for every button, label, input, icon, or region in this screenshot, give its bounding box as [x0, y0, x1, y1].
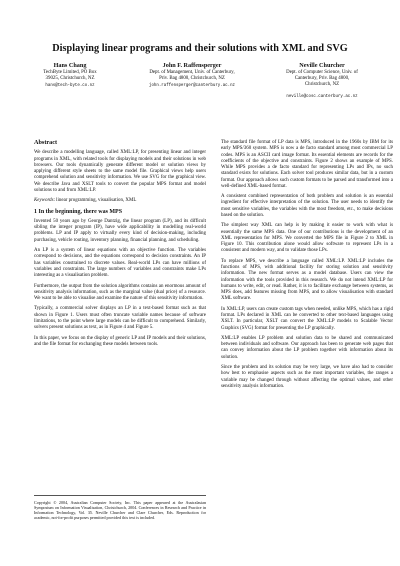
abstract-text: We describe a modelling language, called XML:LP, for presenting linear and integer programs in XML, with related tools for displaying models and their solutions in web browsers. Our tools dynamically generate different model or solution views by applying different style sheets to the same model file. Graphical views help users comprehend solution and sensitivity information. We use SVG for the graphical view. We describe Java and XSLT tools to convert the popular MPS format and model solutions to and from XML:LP.: [34, 150, 206, 193]
author-affiliation: 39025, Christchurch, NZ: [45, 76, 95, 82]
author-email[interactable]: hans@tech-byte.co.nz: [45, 84, 95, 89]
body-paragraph: In XML:LP, users can create custom tags when needed, unlike MPS, which has a rigid format. LPs declared in XML can be converted to other text-based languages using XSLT. In particular, XSLT can convert the XML:LP models to Scalable Vector Graphics (SVG) format for presenting the LP graphically.: [221, 306, 393, 331]
author-name: Neville Churcher: [299, 62, 345, 69]
keywords-label: Keywords: [34, 198, 54, 204]
keywords: [34, 198, 206, 204]
author-affiliation: Dept. of Management, Univ. of Canterbury,: [149, 70, 235, 75]
body-paragraph: XML:LP enables LP problem and solution data to be shared and communicated between individuals and software. Our approach has been to generate web pages that can convey information about the LP problem together with information about its solution.: [221, 335, 393, 360]
body-paragraph: Invented 50 years ago by George Dantzig, the linear program (LP), and its difficult sibling the integer program (IP), have wide applicability in modelling real-world problems. LP and IP apply to virtually every kind of decision-making, including purchasing, vehicle routing, inventory planning, financial planning, and scheduling.: [34, 218, 206, 243]
author-affiliation: TechByte Limited, PO Box: [43, 70, 97, 75]
author-2: [128, 62, 256, 100]
author-name: John F. Raffensperger: [162, 62, 222, 69]
author-email[interactable]: neville@cosc.canterbury.ac.nz: [286, 94, 358, 99]
body-paragraph: Typically, a commercial solver displays an LP in a text-based format such as that shown in Figure 1. Users must often truncate variable names because of software limitations, to the point where large models can be difficult to comprehend. Similarly, solvers present solutions as text, as in Figure 4 and Figure 5.: [34, 306, 206, 331]
author-affiliation: Priv. Bag 4800, Christchurch, NZ: [159, 76, 225, 82]
author-1: [22, 62, 118, 100]
body-paragraph: In this paper, we focus on the display of generic LP and IP models and their solutions, and the file format for exchanging these models between tools.: [34, 335, 206, 347]
copyright-notice: Copyright © 2004, Australian Computer Society, Inc. This paper appeared at the Australasian Symposium on Information Visualisation, Christchurch, 2004. Conferences in Research and Practice in Information Technology, Vol. 35. Neville Churcher and Clare Churcher, Eds. Reproduction for academic, not-for-profit purposes permitted provided this text is included.: [34, 495, 206, 520]
body-paragraph: The standard file format of LP data is MPS, introduced in the 1960s by IBM for its early MPS/360 system. MPS is now a de facto standard among most commercial LP codes. MPS is an ASCII card image format. Its essential elements are records for the coefficients of the objective and constraints. Figure 2 shows an example of MPS. While MPS provides a de facto standard for representing LPs and IPs, no such standard exists for solutions. Each solver tool produces similar data, but in a custom format. Our approach allows such custom formats to be parsed and transformed into a well-defined XML-based format.: [221, 140, 393, 189]
section-heading: 1 In the beginning, there was MPS: [34, 208, 123, 215]
body-paragraph: The simplest way XML can help is by making it easier to work with what is essentially the same MPS data. One of our contributions is the development of an XML representation for MPS. We converted the MPS file in Figure 2 to XML in Figure 10. This contribution alone would allow software to represent LPs in a consistent and modern way, and to validate those LPs.: [221, 223, 393, 254]
body-paragraph: Since the problem and its solution may be very large, we have also had to consider how best to emphasise aspects such as the most important variables, the ranges a variable may be changed through without affecting the optimal values, and other sensitivity analysis information.: [221, 365, 393, 389]
author-affiliation: Dept. of Computer Science, Univ. of: [286, 70, 358, 75]
author-block: [22, 62, 378, 100]
keywords-text: : linear programming, visualisation, XML: [53, 198, 137, 204]
body-paragraph: Furthermore, the output from the solution algorithms contains an enormous amount of sensitivity analysis information, such as the marginal value (dual price) of a resource. We want to be able to visualise and examine the nature of this sensitivity information.: [34, 283, 206, 301]
author-affiliation: Christchurch, NZ: [304, 82, 340, 88]
author-affiliation: Canterbury, Priv. Bag 4800,: [294, 76, 350, 82]
right-column: [221, 140, 393, 394]
body-paragraph: An LP is a system of linear equations with an objective function. The variables correspond to decisions, and the equations correspond to decision constraints. An IP has variables constrained to discrete values. Real-world LPs can have millions of variables and constraints. The large numbers of variables and constraints make LPs interesting as a visualisation problem.: [34, 248, 206, 279]
author-email[interactable]: john.raffensperger@canterbury.ac.nz: [149, 84, 235, 89]
body-paragraph: To replace MPS, we describe a language called XML:LP. XML:LP includes the functions of MPS, with additional facility for storing solution and sensitivity information. The new format serves as a model database. Users can view the information with the tools provided in this research. We do not intend XML:LP for humans to write, edit, or read. Rather, it is to facilitate exchange between systems, as MPS does, add features missing from MPS, and to allow visualisation with standard XML software.: [221, 258, 393, 302]
author-3: [266, 62, 378, 100]
paper-title: Displaying linear programs and their solutions with XML and SVG: [52, 43, 348, 54]
left-column: [34, 140, 206, 352]
author-name: Hans Chang: [53, 62, 87, 69]
body-paragraph: A consistent combined representation of both problem and solution is an essential ingredient for effective interpretation of the solution. The user needs to identify the most sensitive variables, the variables with the most freedom, etc., to make decisions based on the solution.: [221, 194, 393, 218]
abstract-heading: Abstract: [34, 139, 58, 146]
